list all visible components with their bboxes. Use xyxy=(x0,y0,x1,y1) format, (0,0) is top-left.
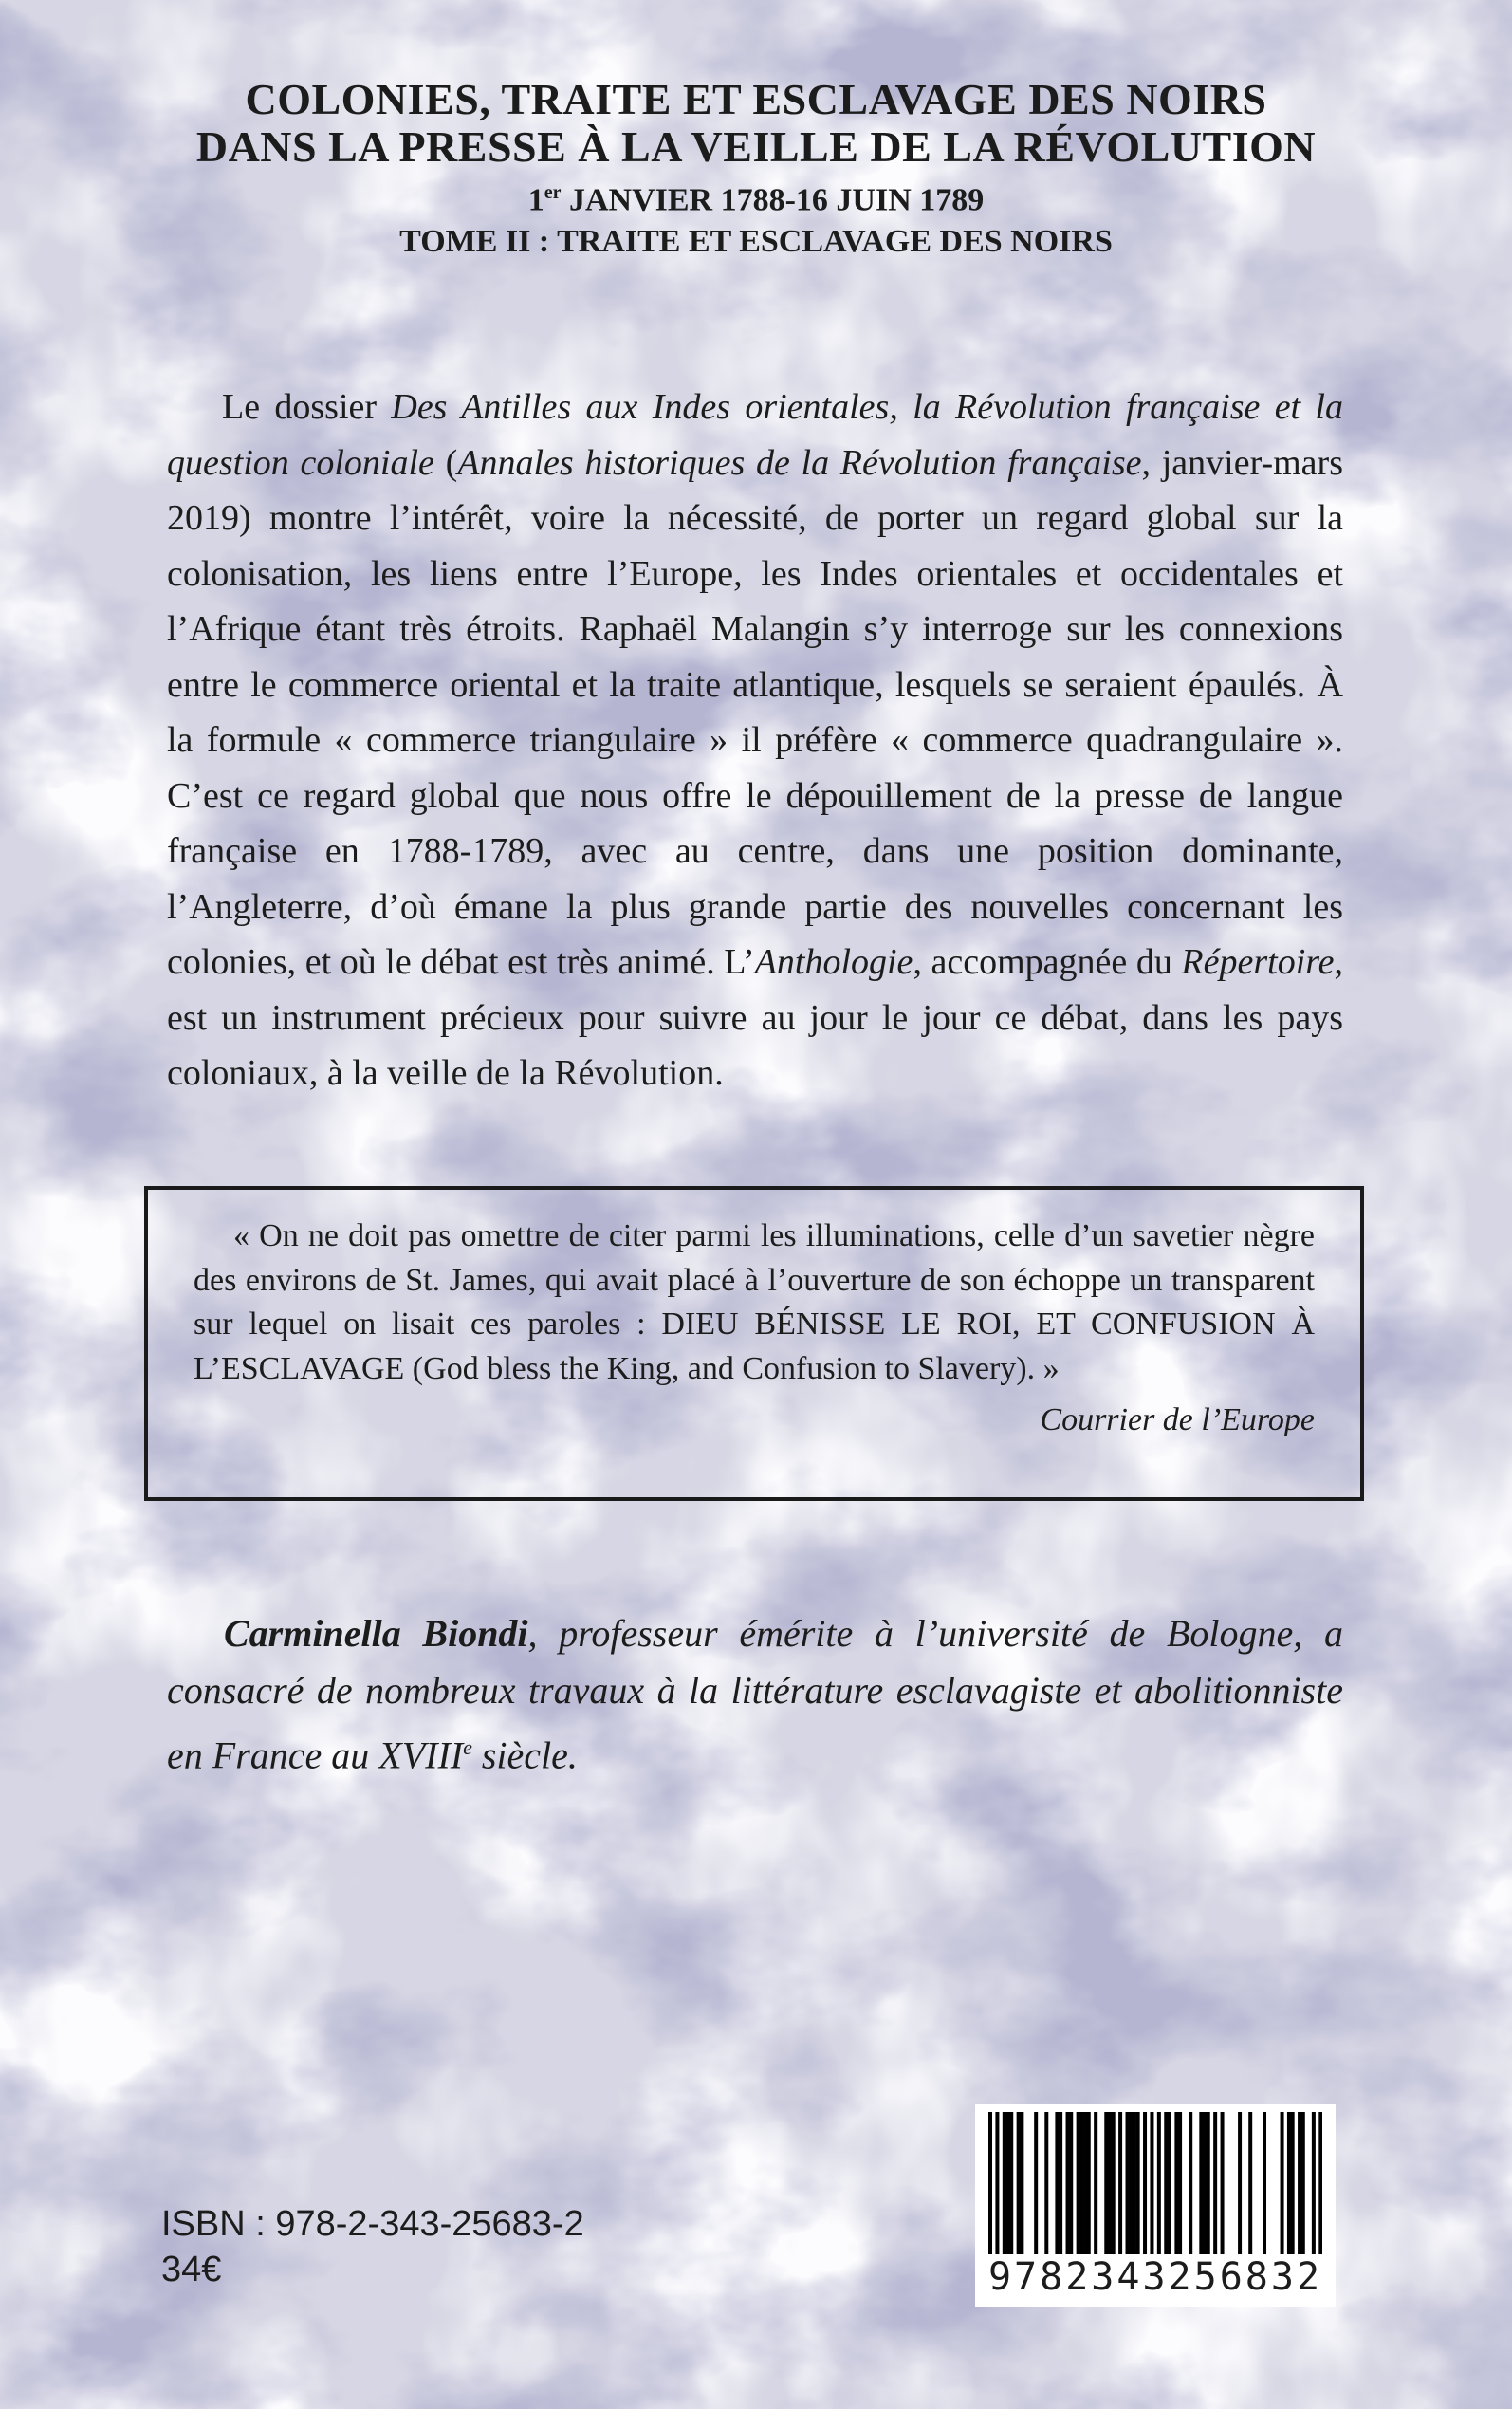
barcode-bar xyxy=(1174,2112,1178,2254)
barcode-bar xyxy=(1136,2112,1140,2254)
barcode-bar xyxy=(1009,2112,1013,2254)
barcode-bar xyxy=(1189,2112,1192,2254)
barcode-bar xyxy=(1312,2112,1316,2254)
barcode-bar xyxy=(1287,2112,1291,2254)
barcode-digits: 9782343256832 xyxy=(987,2255,1323,2299)
title-block xyxy=(95,76,1417,262)
barcode-bar xyxy=(1263,2112,1266,2254)
barcode-bar xyxy=(1203,2112,1207,2254)
barcode-bar xyxy=(1044,2112,1048,2254)
barcode-bar xyxy=(1020,2112,1023,2254)
barcode-bar xyxy=(1281,2112,1284,2254)
barcode-bar xyxy=(1003,2112,1006,2254)
barcode-bar xyxy=(1083,2112,1087,2254)
barcode-bar xyxy=(1291,2112,1295,2254)
barcode-bar xyxy=(1066,2112,1070,2254)
barcode xyxy=(975,2104,1336,2307)
barcode-bar xyxy=(1055,2112,1059,2254)
barcode-bar xyxy=(1157,2112,1161,2254)
barcode-bar xyxy=(1077,2112,1080,2254)
author-name: Carminella Biondi xyxy=(224,1612,528,1655)
barcode-bar xyxy=(1318,2112,1322,2254)
barcode-bar xyxy=(1112,2112,1116,2254)
barcode-bar xyxy=(1059,2112,1062,2254)
barcode-bar xyxy=(995,2112,999,2254)
barcode-bar xyxy=(1164,2112,1168,2254)
quote-text: « On ne doit pas omettre de citer parmi les illuminations, celle d’un savetier nègre des environs de St. James, qui avait placé à l’ouverture de son échoppe un transparent sur lequel on lisait ces paroles : DIEU BÉNISSE LE ROI, ET CONFUSION À L’ESCLAVAGE (God bless the King, and Confusion to Slavery). » xyxy=(194,1218,1315,1386)
barcode-bar xyxy=(1168,2112,1171,2254)
barcode-bar xyxy=(1221,2112,1225,2254)
barcode-bar xyxy=(1143,2112,1147,2254)
quote-box xyxy=(144,1186,1364,1501)
isbn-number: ISBN : 978-2-343-25683-2 xyxy=(161,2204,584,2244)
book-title-line-1: COLONIES, TRAITE ET ESCLAVAGE DES NOIRS xyxy=(245,75,1267,123)
barcode-bar xyxy=(1006,2112,1010,2254)
author-bio: Carminella Biondi, professeur émérite à l’université de Bologne, a consacré de nombreux travaux à la littérature esclavagiste et abolitionniste en France au XVIIIe siècle. xyxy=(167,1612,1343,1777)
barcode-bar xyxy=(1017,2112,1021,2254)
barcode-bar xyxy=(1133,2112,1136,2254)
barcode-bar xyxy=(1298,2112,1301,2254)
book-title-line-2: DANS LA PRESSE À LA VEILLE DE LA RÉVOLUTION xyxy=(195,122,1317,171)
barcode-bar xyxy=(1118,2112,1122,2254)
barcode-bar xyxy=(1087,2112,1091,2254)
barcode-bar xyxy=(1069,2112,1073,2254)
quote-source: Courrier de l’Europe xyxy=(1040,1402,1315,1437)
barcode-bar xyxy=(1199,2112,1203,2254)
barcode-bar xyxy=(1034,2112,1038,2254)
barcode-bar xyxy=(1104,2112,1108,2254)
barcode-bar xyxy=(1094,2112,1097,2254)
barcode-bar xyxy=(1207,2112,1210,2254)
barcode-bar xyxy=(1301,2112,1305,2254)
barcode-bar xyxy=(1129,2112,1133,2254)
summary-text: Le dossier Des Antilles aux Indes orientales, la Révolution française et la question coloniale (Annales historiques de la Révolution française, janvier-mars 2019) montre l’intérêt, voire la nécessité, de porter un regard global sur la colonisation, les liens entre l’Europe, les Indes orientales et occidentales et l’Afrique étant très étroits. Raphaël Malangin s’y interroge sur les connexions entre le commerce oriental et la traite atlantique, lesquels se seraient épaulés. À la formule « commerce triangulaire » il préfère « commerce quadrangulaire ». C’est ce regard global que nous offre le dépouillement de la presse de langue française en 1788-1789, avec au centre, dans une position dominante, l’Angleterre, d’où émane la plus grande partie des nouvelles concernant les colonies, et où le débat est très animé. L’Anthologie, accompagnée du Répertoire, est un instrument précieux pour suivre au jour le jour ce débat, dans les pays coloniaux, à la veille de la Révolution. xyxy=(167,387,1343,1093)
barcode-bar xyxy=(1079,2112,1083,2254)
barcode-bar xyxy=(1126,2112,1130,2254)
barcode-bar xyxy=(1108,2112,1112,2254)
date-range: 1er JANVIER 1788-16 JUIN 1789 xyxy=(527,182,985,218)
price: 34€ xyxy=(161,2250,222,2289)
barcode-bar xyxy=(1248,2112,1252,2254)
barcode-bar xyxy=(1178,2112,1182,2254)
isbn-price-block xyxy=(161,2201,584,2292)
barcode-bars xyxy=(988,2112,1322,2254)
barcode-bar xyxy=(1213,2112,1217,2254)
barcode-bar xyxy=(988,2112,992,2254)
barcode-bar xyxy=(1238,2112,1242,2254)
volume-subtitle: TOME II : TRAITE ET ESCLAVAGE DES NOIRS xyxy=(399,224,1113,260)
barcode-bar xyxy=(1150,2112,1153,2254)
